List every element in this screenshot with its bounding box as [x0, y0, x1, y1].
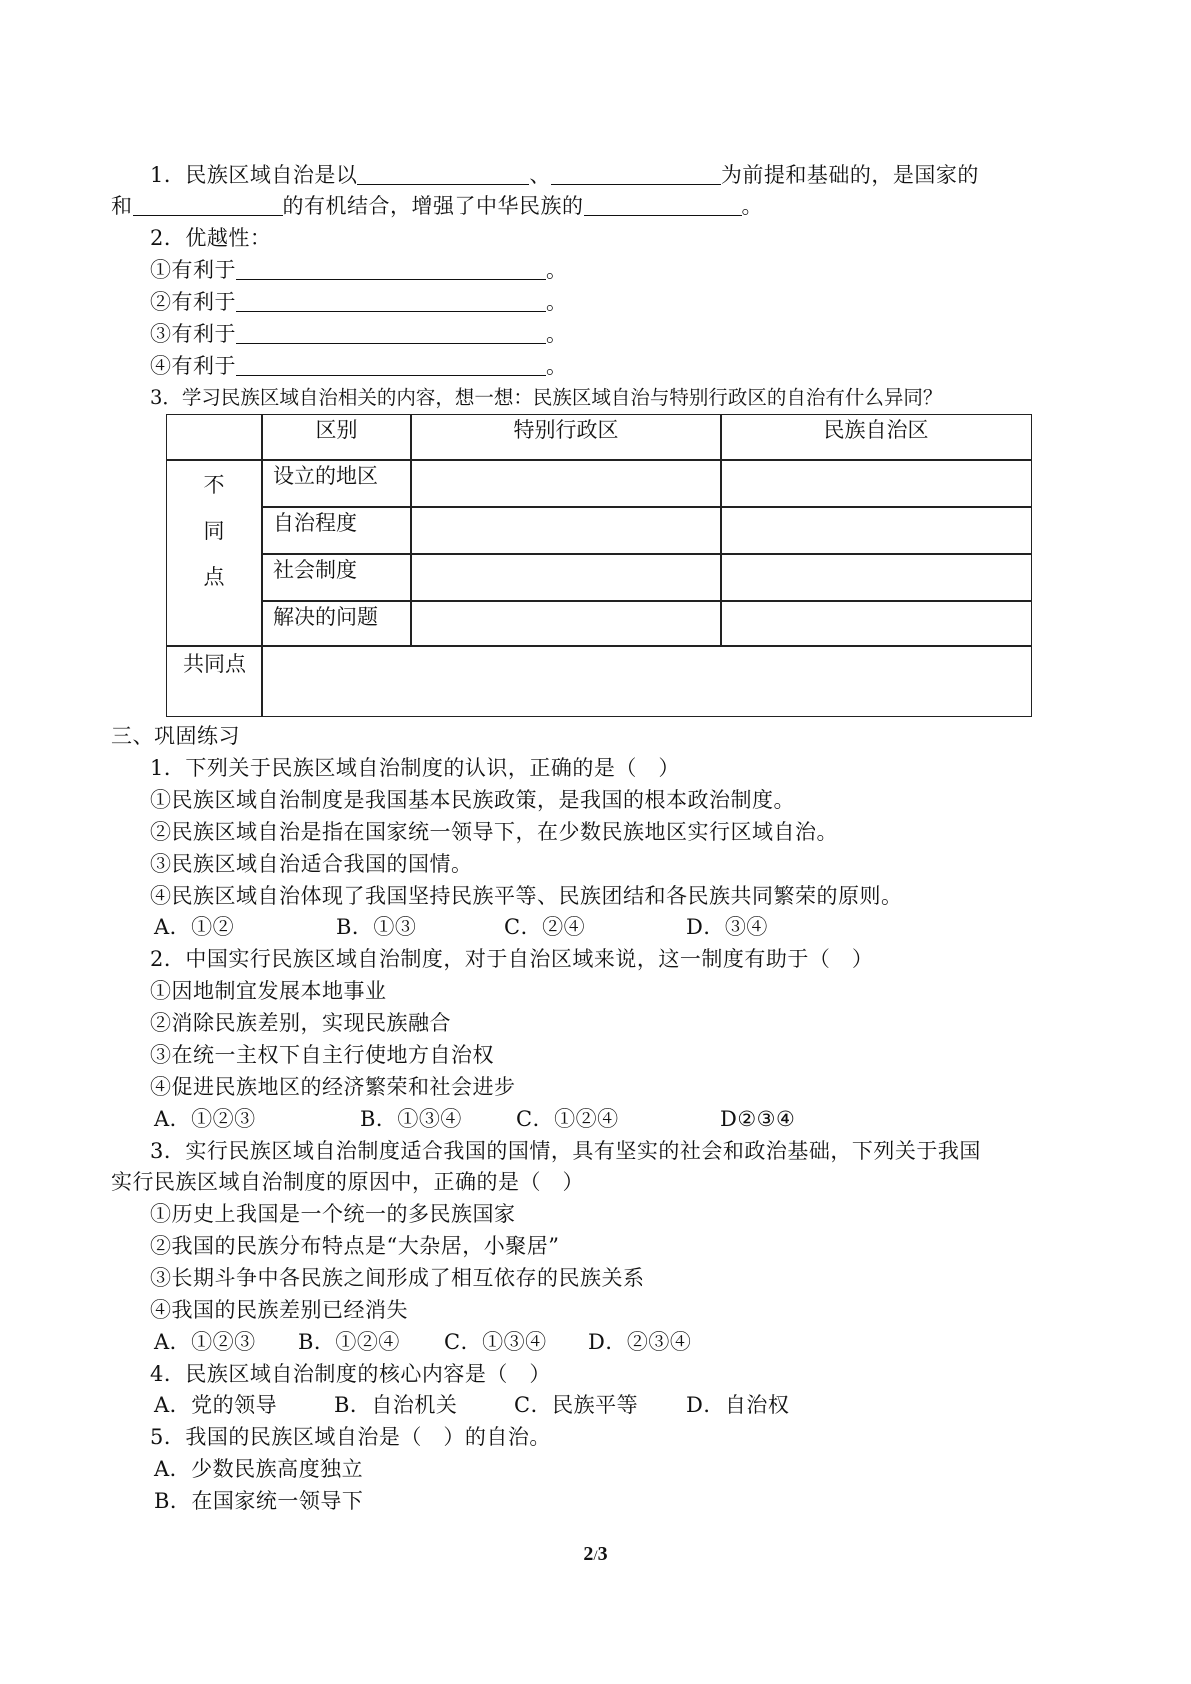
table-answer-cell [720, 600, 1032, 647]
answer-choice: B．自治机关 [334, 1393, 458, 1417]
answer-choice: D．③④ [686, 915, 768, 939]
row-label: 解决的问题 [273, 605, 378, 629]
header-label: 特别行政区 [513, 418, 619, 442]
question-stem: 5．我国的民族区域自治是（ ）的自治。 [150, 1425, 551, 1449]
row-label: 设立的地区 [273, 464, 378, 488]
table-answer-cell [410, 506, 722, 555]
question-stem: 4．民族区域自治制度的核心内容是（ ） [150, 1362, 551, 1386]
q1-text: 1．民族区域自治是以 [150, 163, 358, 187]
question-stem: 1．下列关于民族区域自治制度的认识，正确的是（ ） [150, 756, 680, 780]
diff-char: 不 [203, 473, 225, 497]
page-current: 2 [583, 1543, 594, 1565]
answer-choice: C．民族平等 [514, 1393, 639, 1417]
answer-blank [236, 259, 546, 280]
answer-blank [236, 323, 546, 344]
diff-char: 同 [203, 519, 225, 543]
comparison-table [166, 414, 1032, 717]
table-answer-cell [410, 553, 722, 602]
answer-choice: D．②③④ [588, 1330, 692, 1354]
q1-text: 为前提和基础的，是国家的 [720, 163, 979, 187]
answer-choice: C．①③④ [444, 1330, 547, 1354]
diff-char: 点 [203, 565, 225, 589]
table-answer-cell [720, 506, 1032, 555]
answer-choice: A．①② [154, 915, 235, 939]
q1-text: 的有机结合，增强了中华民族的 [282, 194, 584, 218]
answer-choice: D②③④ [720, 1107, 796, 1131]
answer-choice: A．①②③ [154, 1107, 256, 1131]
answer-choice: A．少数民族高度独立 [154, 1457, 364, 1481]
section-heading: 三、巩固练习 [111, 724, 240, 748]
answer-choice: C．①②④ [516, 1107, 619, 1131]
answer-choice: B．①②④ [298, 1330, 400, 1354]
q2-item-label: ④有利于 [150, 354, 236, 378]
q1-text: 。 [741, 194, 763, 218]
question-stem: 3．实行民族区域自治制度适合我国的国情，具有坚实的社会和政治基础，下列关于我国 [150, 1139, 981, 1163]
answer-blank [357, 164, 529, 185]
q2-item [150, 256, 568, 284]
q2-item-end: 。 [546, 322, 568, 346]
option-statement: ④促进民族地区的经济繁荣和社会进步 [150, 1075, 516, 1099]
question-stem: 实行民族区域自治制度的原因中，正确的是（ ） [111, 1170, 584, 1194]
answer-blank [584, 195, 742, 216]
table-answer-cell [410, 459, 722, 508]
option-statement: ①历史上我国是一个统一的多民族国家 [150, 1202, 516, 1226]
option-statement: ④民族区域自治体现了我国坚持民族平等、民族团结和各民族共同繁荣的原则。 [150, 884, 903, 908]
q2-title: 2．优越性： [150, 226, 272, 250]
option-statement: ③长期斗争中各民族之间形成了相互依存的民族关系 [150, 1266, 645, 1290]
header-label: 区别 [315, 418, 358, 442]
page-separator: / [593, 1548, 598, 1564]
row-label: 自治程度 [273, 511, 357, 535]
answer-blank [236, 291, 546, 312]
answer-choice: C．②④ [504, 915, 586, 939]
q1-text: 和 [111, 194, 133, 218]
answer-choice: A．党的领导 [154, 1393, 278, 1417]
q2-item-label: ③有利于 [150, 322, 236, 346]
header-label: 民族自治区 [823, 418, 929, 442]
option-statement: ②消除民族差别，实现民族融合 [150, 1011, 451, 1035]
row-label: 社会制度 [273, 558, 357, 582]
q1-fill-line-1 [150, 161, 979, 189]
option-statement: ①因地制宜发展本地事业 [150, 979, 387, 1003]
answer-choice: A．①②③ [154, 1330, 256, 1354]
q1-separator: 、 [529, 163, 551, 187]
q2-item [150, 352, 568, 380]
option-statement: ③在统一主权下自主行使地方自治权 [150, 1043, 494, 1067]
q2-item-label: ①有利于 [150, 258, 236, 282]
answer-blank [551, 164, 721, 185]
common-label: 共同点 [183, 652, 246, 676]
answer-blank [133, 195, 283, 216]
answer-choice: B．①③ [336, 915, 417, 939]
answer-choice: B．①③④ [360, 1107, 462, 1131]
q2-item [150, 320, 568, 348]
q3-title: 3．学习民族区域自治相关的内容，想一想：民族区域自治与特别行政区的自治有什么异同？ [150, 386, 943, 409]
common-answer-cell [261, 645, 1032, 717]
answer-choice: D．自治权 [686, 1393, 790, 1417]
question-stem: 2．中国实行民族区域自治制度，对于自治区域来说，这一制度有助于（ ） [150, 947, 874, 971]
page-number [0, 1543, 1191, 1566]
q2-item-end: 。 [546, 290, 568, 314]
option-statement: ④我国的民族差别已经消失 [150, 1298, 408, 1322]
page-total: 3 [597, 1543, 608, 1565]
q1-fill-line-2 [111, 192, 763, 220]
option-statement: ②我国的民族分布特点是“大杂居，小聚居” [150, 1234, 560, 1258]
table-answer-cell [410, 600, 722, 647]
answer-blank [236, 355, 546, 376]
q2-item [150, 288, 568, 316]
q2-item-label: ②有利于 [150, 290, 236, 314]
table-answer-cell [720, 553, 1032, 602]
option-statement: ②民族区域自治是指在国家统一领导下，在少数民族地区实行区域自治。 [150, 820, 838, 844]
option-statement: ①民族区域自治制度是我国基本民族政策，是我国的根本政治制度。 [150, 788, 795, 812]
option-statement: ③民族区域自治适合我国的国情。 [150, 852, 473, 876]
q2-item-end: 。 [546, 258, 568, 282]
table-answer-cell [720, 459, 1032, 508]
table-corner-cell [166, 414, 263, 461]
answer-choice: B．在国家统一领导下 [154, 1489, 364, 1513]
q2-item-end: 。 [546, 354, 568, 378]
